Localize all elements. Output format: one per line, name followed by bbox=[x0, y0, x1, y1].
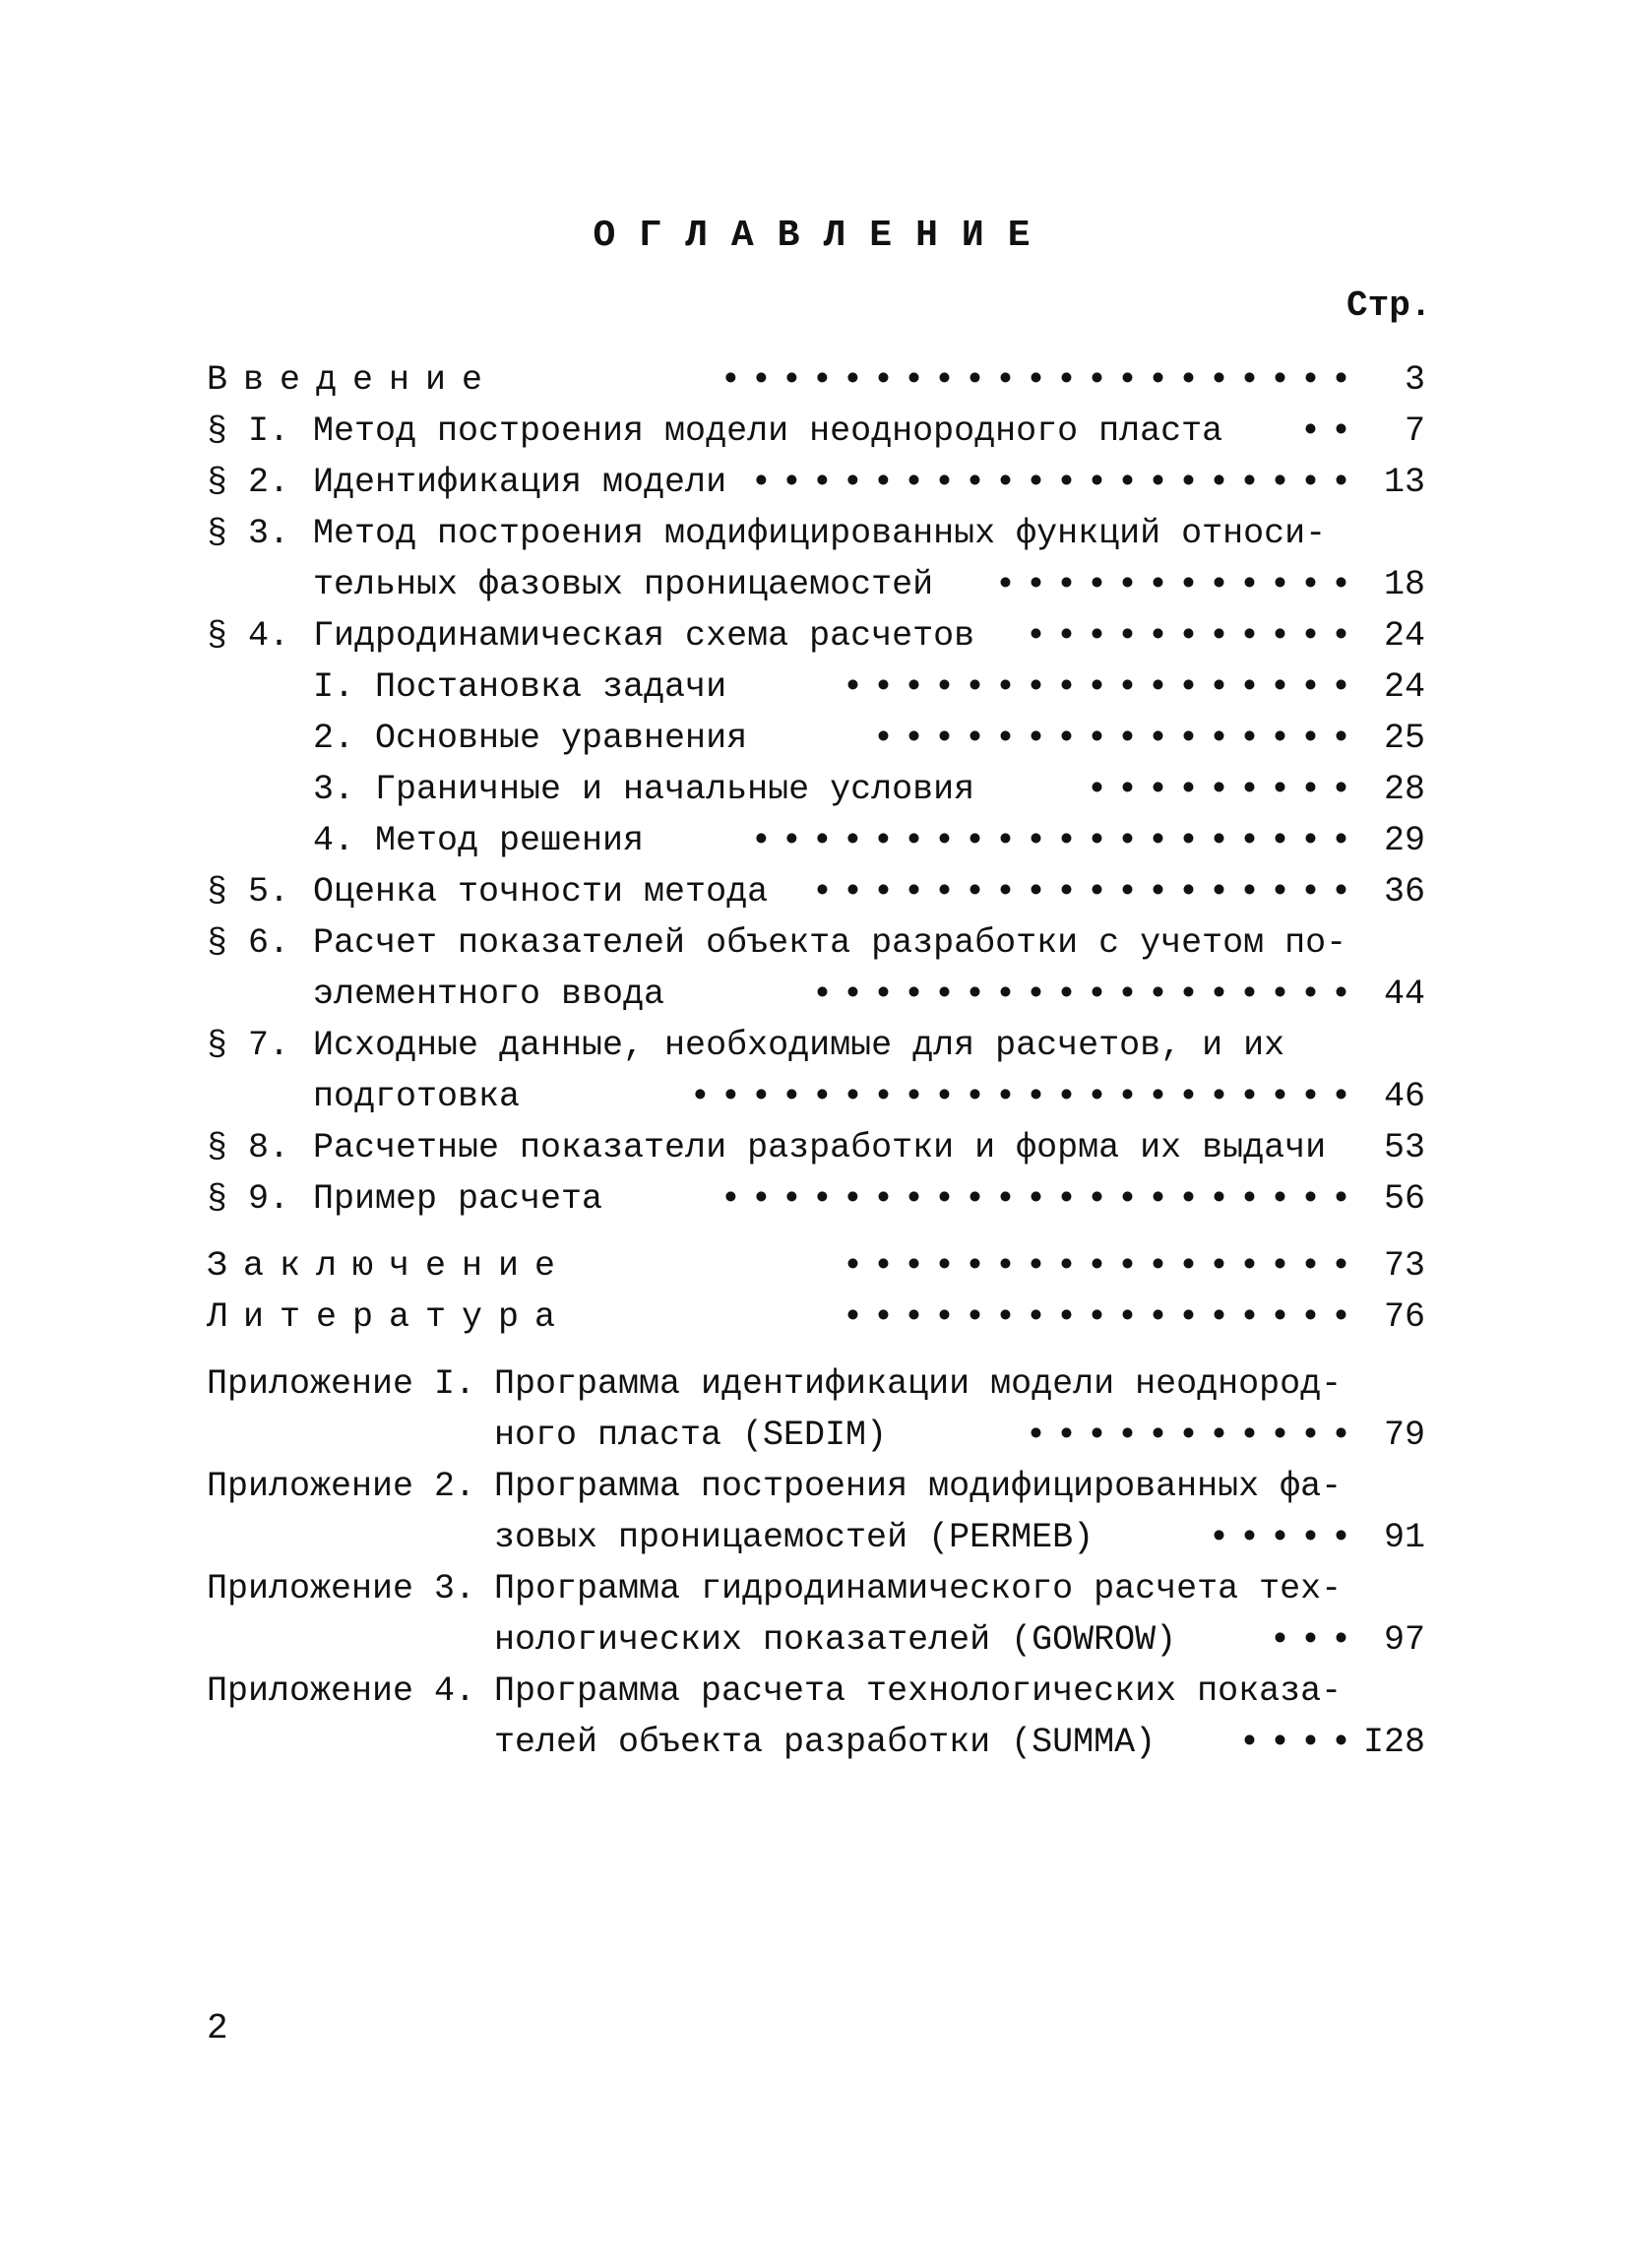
toc-entry-text: Идентификация модели bbox=[313, 463, 727, 502]
leader-dots: ••••••••••••••••• bbox=[842, 1246, 1361, 1286]
toc-entry-continuation bbox=[0, 559, 1627, 610]
toc-entry-marker: § 9. bbox=[207, 1179, 290, 1219]
leader-dots: •• bbox=[1299, 411, 1361, 451]
toc-entry-page: 18 bbox=[1383, 565, 1425, 604]
toc-entry-text: Введение bbox=[207, 360, 499, 400]
toc-entry-marker: Приложение 4. bbox=[207, 1671, 476, 1711]
toc-entry-marker: § I. bbox=[207, 411, 290, 451]
leader-dots: •••••••••••••••••••••• bbox=[689, 1077, 1361, 1116]
toc-entry-text: Программа построения модифицированных фа- bbox=[494, 1467, 1343, 1506]
toc-entry-page: 46 bbox=[1383, 1077, 1425, 1116]
toc-entry-text: нологических показателей (GOWROW) bbox=[494, 1620, 1177, 1660]
toc-entry-continuation bbox=[0, 1614, 1627, 1666]
toc-entry-marker: § 7. bbox=[207, 1026, 290, 1065]
toc-entry-text: подготовка bbox=[313, 1077, 521, 1116]
toc-entry bbox=[0, 406, 1627, 457]
toc-entry-text: Литература bbox=[207, 1297, 572, 1337]
toc-entry-continuation bbox=[0, 1717, 1627, 1768]
leader-dots: •••••••••••••••••••• bbox=[750, 821, 1361, 860]
toc-entry-text: ного пласта (SEDIM) bbox=[494, 1416, 888, 1455]
leader-dots: •••••••••••••••••• bbox=[811, 975, 1361, 1014]
toc-entry-marker: Приложение 2. bbox=[207, 1467, 476, 1506]
leader-dots: ••••••••• bbox=[1086, 770, 1361, 809]
toc-entry-marker: § 5. bbox=[207, 872, 290, 912]
toc-entry-text: тельных фазовых проницаемостей bbox=[313, 565, 934, 604]
leader-dots: ••••••••••••••••• bbox=[842, 667, 1361, 707]
toc-entry bbox=[0, 1122, 1627, 1173]
toc-entry-text: Заключение bbox=[207, 1246, 572, 1286]
leader-dots: ••• bbox=[1269, 1620, 1361, 1660]
toc-entry-marker: § 2. bbox=[207, 463, 290, 502]
toc-entry-page: 28 bbox=[1383, 770, 1425, 809]
toc-entry-page: 24 bbox=[1383, 616, 1425, 656]
toc-title: ОГЛАВЛЕНИЕ bbox=[593, 215, 1054, 257]
toc-entry-text: элементного ввода bbox=[313, 975, 665, 1014]
toc-entry-continuation bbox=[0, 969, 1627, 1020]
toc-entry bbox=[0, 1358, 1627, 1410]
leader-dots: •••••••••••••••••••• bbox=[750, 463, 1361, 502]
leader-dots: ••••• bbox=[1208, 1518, 1361, 1557]
toc-entry-marker: Приложение 3. bbox=[207, 1569, 476, 1608]
leader-dots: •••••••••••••••• bbox=[872, 719, 1361, 758]
toc-entry-text: 2. Основные уравнения bbox=[313, 719, 748, 758]
toc-entry-text: зовых проницаемостей (PERMEB) bbox=[494, 1518, 1095, 1557]
toc-entry-marker: § 4. bbox=[207, 616, 290, 656]
toc-entry-marker: § 6. bbox=[207, 923, 290, 963]
leader-dots: ••••••••••••••••••••• bbox=[720, 360, 1361, 400]
toc-entry-marker: § 8. bbox=[207, 1128, 290, 1167]
toc-entry-page: 25 bbox=[1383, 719, 1425, 758]
toc-entry bbox=[0, 866, 1627, 917]
toc-entry bbox=[0, 457, 1627, 508]
toc-entry-text: Программа идентификации модели неоднород- bbox=[494, 1364, 1343, 1404]
leader-dots: •••• bbox=[1238, 1723, 1361, 1762]
toc-entry-page: 79 bbox=[1383, 1416, 1425, 1455]
toc-entry-text: Гидродинамическая схема расчетов bbox=[313, 616, 975, 656]
toc-entry bbox=[0, 610, 1627, 662]
toc-entry-text: Программа гидродинамического расчета тех- bbox=[494, 1569, 1343, 1608]
page-column-label: Стр. bbox=[1346, 285, 1432, 326]
toc-subentry bbox=[0, 713, 1627, 764]
toc-entry-text: Метод построения модели неоднородного пласта bbox=[313, 411, 1223, 451]
toc-entry bbox=[0, 1020, 1627, 1071]
toc-entry-text: Оценка точности метода bbox=[313, 872, 769, 912]
toc-entry-page: 36 bbox=[1383, 872, 1425, 912]
toc-entry bbox=[0, 1173, 1627, 1225]
toc-entry-text: I. Постановка задачи bbox=[313, 667, 727, 707]
leader-dots: ••••••••••••••••••••• bbox=[720, 1179, 1361, 1219]
toc-entry-text: Пример расчета bbox=[313, 1179, 603, 1219]
toc-entry-page: 73 bbox=[1383, 1246, 1425, 1286]
toc-entry bbox=[0, 354, 1627, 406]
toc-entry-page: 53 bbox=[1383, 1128, 1425, 1167]
toc-entry-page: 44 bbox=[1383, 975, 1425, 1014]
toc-entry-page: 56 bbox=[1383, 1179, 1425, 1219]
leader-dots: ••••••••••••••••• bbox=[842, 1297, 1361, 1337]
toc-entry bbox=[0, 1563, 1627, 1614]
toc-entry-text: телей объекта разработки (SUMMA) bbox=[494, 1723, 1157, 1762]
toc-entry-page: 97 bbox=[1383, 1620, 1425, 1660]
toc-entry-page: 13 bbox=[1383, 463, 1425, 502]
toc-entry-text: 3. Граничные и начальные условия bbox=[313, 770, 975, 809]
toc-entry-continuation bbox=[0, 1512, 1627, 1563]
leader-dots: ••••••••••• bbox=[1025, 1416, 1361, 1455]
toc-entry-page: 24 bbox=[1383, 667, 1425, 707]
toc-subentry bbox=[0, 764, 1627, 815]
toc-entry bbox=[0, 508, 1627, 559]
toc-entry-page: 29 bbox=[1383, 821, 1425, 860]
toc-entry-page: 7 bbox=[1404, 411, 1425, 451]
leader-dots: •••••••••••••••••• bbox=[811, 872, 1361, 912]
toc-entry-text: Метод построения модифицированных функций относи- bbox=[313, 514, 1327, 553]
toc-entry bbox=[0, 917, 1627, 969]
toc-entry-marker: Приложение I. bbox=[207, 1364, 476, 1404]
toc-entry-text: Исходные данные, необходимые для расчетов, и их bbox=[313, 1026, 1285, 1065]
toc-entry bbox=[0, 1461, 1627, 1512]
toc-entry-page: 91 bbox=[1383, 1518, 1425, 1557]
toc-entry bbox=[0, 1240, 1627, 1292]
toc-entry-text: Расчетные показатели разработки и форма их выдачи bbox=[313, 1128, 1327, 1167]
toc-entry bbox=[0, 1292, 1627, 1343]
toc-subentry bbox=[0, 815, 1627, 866]
toc-entry-text: 4. Метод решения bbox=[313, 821, 645, 860]
toc-entry-page: 3 bbox=[1404, 360, 1425, 400]
toc-entry-text: Программа расчета технологических показа- bbox=[494, 1671, 1343, 1711]
toc-entry bbox=[0, 1666, 1627, 1717]
toc-entry-page: I28 bbox=[1362, 1723, 1425, 1762]
toc-entry-marker: § 3. bbox=[207, 514, 290, 553]
toc-entry-page: 76 bbox=[1383, 1297, 1425, 1337]
leader-dots: ••••••••••• bbox=[1025, 616, 1361, 656]
toc-entry-continuation bbox=[0, 1071, 1627, 1122]
page-number: 2 bbox=[207, 2008, 228, 2048]
toc-subentry bbox=[0, 662, 1627, 713]
toc-entry-text: Расчет показателей объекта разработки с учетом по- bbox=[313, 923, 1347, 963]
toc-entry-continuation bbox=[0, 1410, 1627, 1461]
leader-dots: •••••••••••• bbox=[994, 565, 1361, 604]
